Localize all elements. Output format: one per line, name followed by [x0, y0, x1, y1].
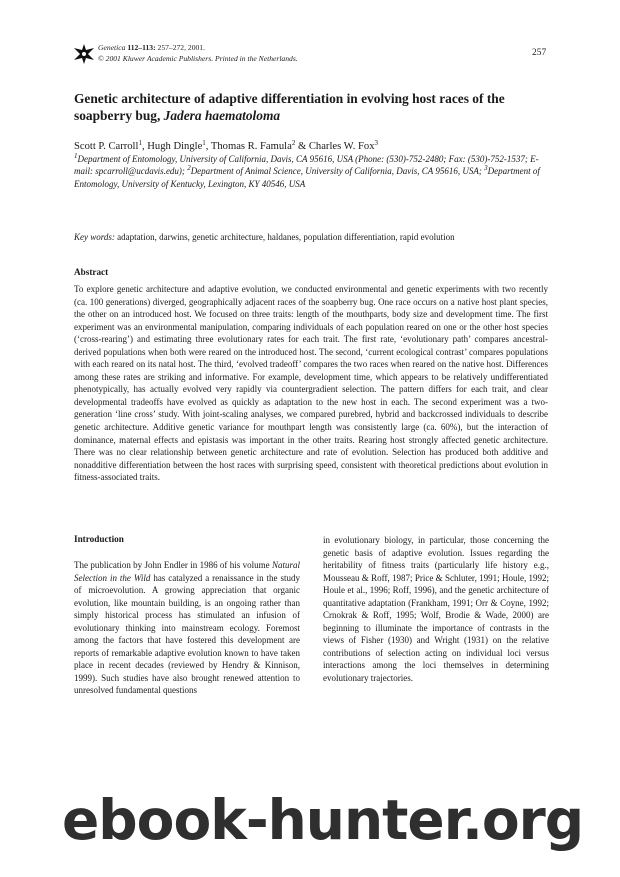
keywords-text: adaptation, darwins, genetic architecture, haldanes, population differentiation, rapid evolution [114, 232, 455, 242]
author-name: Charles W. Fox [308, 141, 375, 152]
author-name: Scott P. Carroll [74, 141, 139, 152]
kluwer-logo-icon [74, 44, 94, 64]
affiliation-text: Department of Entomology, University of Kentucky, Lexington, KY 40546, USA [74, 166, 540, 189]
keywords-label: Key words: [74, 232, 115, 242]
author-separator: , [141, 141, 148, 152]
author-separator: & [295, 141, 309, 152]
intro-text: has catalyzed a renaissance in the study of microevolution. A growing appreciation that organic evolution, like mountain building, is an ongoing rather than simply historical process has stimulated an infusion of evolutionary thinking into mainstream ecology. Foremost among the factors that have fostered this development are reports of remarkable adaptive evolution known to have taken place in recent decades (reviewed by Hendry & Kinnison, 1999). Such studies have also brought renewed attention to unresolved fundamental questions [74, 572, 300, 695]
author-name: Hugh Dingle [147, 141, 203, 152]
article-title [74, 90, 544, 124]
abstract-text: To explore genetic architecture and adaptive evolution, we conducted environmental and genetic experiments with two recently (ca. 100 generations) diverged, geographically adjacent races of the soapberry bug. One race occurs on a native host plant species, the other on an introduced host. We focused on three traits: length of the mouthparts, body size and development time. The first experiment was an environmental manipulation, comparing individuals of each population reared on one or the other host species (‘cross-rearing’) and estimating three evolutionary rates for each trait. The first rate, ‘evolutionary path’ compares ancestral-derived populations when both were reared on the introduced host. The second, ‘current ecological contrast’ compares populations with each reared on its natal host. The third, ‘evolved tradeoff’ compares the two races when reared on the native host. Differences among these rates are striking and informative. For example, development time, which appears to be relatively undifferentiated phenotypically, has actually evolved very rapidly via countergradient selection. The pattern differs for each trait, and clear developmental tradeoffs have evolved as quickly as adaptation to the new host in each. The second experiment was a two-generation ‘line cross’ study. With joint-scaling analyses, we compared purebred, hybrid and backcrossed individuals to describe genetic architecture. Additive genetic variance for mouthpart length was consistently large (ca. 60%), but the interaction of dominance, maternal effects and epistasis was important in the other traits. Rearing host strongly affected genetic architecture. There was no clear relationship between genetic architecture and rate of evolution. Selection has produced both additive and nonadditive differentiation between the host races with surprising speed, consistent with theoretical predictions about evolution in fitness-associated traits. [74, 284, 548, 483]
affil-mark: 3 [484, 164, 488, 173]
watermark: ebook-hunter.org [62, 788, 584, 852]
title-species: Jadera haematoloma [163, 108, 281, 123]
affil-mark: 1 [74, 152, 78, 160]
author-separator: , [205, 141, 211, 152]
journal-pages: 257–272, 2001. [157, 43, 205, 52]
author-list [74, 140, 554, 153]
author-affil-mark: 2 [291, 139, 296, 147]
abstract-heading: Abstract [74, 267, 109, 277]
affiliations [74, 153, 552, 190]
introduction-heading: Introduction [74, 534, 124, 544]
intro-column-left [74, 559, 300, 697]
author-affil-mark: 1 [202, 139, 206, 147]
page-number: 257 [532, 48, 547, 58]
journal-citation [98, 43, 298, 64]
book-title: Natural Selection in the Wild [74, 560, 300, 583]
author-affil-mark: 1 [138, 139, 142, 147]
affiliation-text: Department of Entomology, University of California, Davis, CA 95616, USA (Phone: (530)-752-2480; Fax: (530)-752-1537; E-mail: spcarroll@ucdavis.edu); [74, 154, 539, 177]
affiliation-text: Department of Animal Science, University of California, Davis, CA 95616, USA; [190, 166, 485, 177]
journal-volume: 112–113: [127, 43, 156, 52]
affil-mark: 2 [187, 164, 191, 173]
title-main: Genetic architecture of adaptive differentiation in evolving host races of the soapberry bug, [74, 91, 505, 123]
author-affil-mark: 3 [374, 139, 378, 147]
intro-text: The publication by John Endler in 1986 of his volume [74, 560, 272, 570]
author-name: Thomas R. Famula [210, 141, 292, 152]
intro-column-right: in evolutionary biology, in particular, those concerning the genetic basis of adaptive evolution. Issues regarding the heritability of fitness traits (particularly life history e.g., Mousseau & Roff, 1987; Price & Schluter, 1991; Houle, 1992; Houle et al., 1996; Roff, 1996), and the genetic architecture of quantitative adaptation (Frankham, 1991; Orr & Coyne, 1992; Crnokrak & Roff, 1995; Wolf, Brodie & Wade, 2000) are beginning to illuminate the importance of contrasts in the views of Fisher (1930) and Wright (1931) on the relative contributions of selection acting on individual loci versus interactions among the loci themselves in determining evolutionary trajectories. [323, 535, 549, 683]
copyright-line: © 2001 Kluwer Academic Publishers. Printed in the Netherlands. [98, 53, 298, 63]
keywords [74, 231, 552, 243]
journal-name: Genetica [98, 43, 126, 52]
